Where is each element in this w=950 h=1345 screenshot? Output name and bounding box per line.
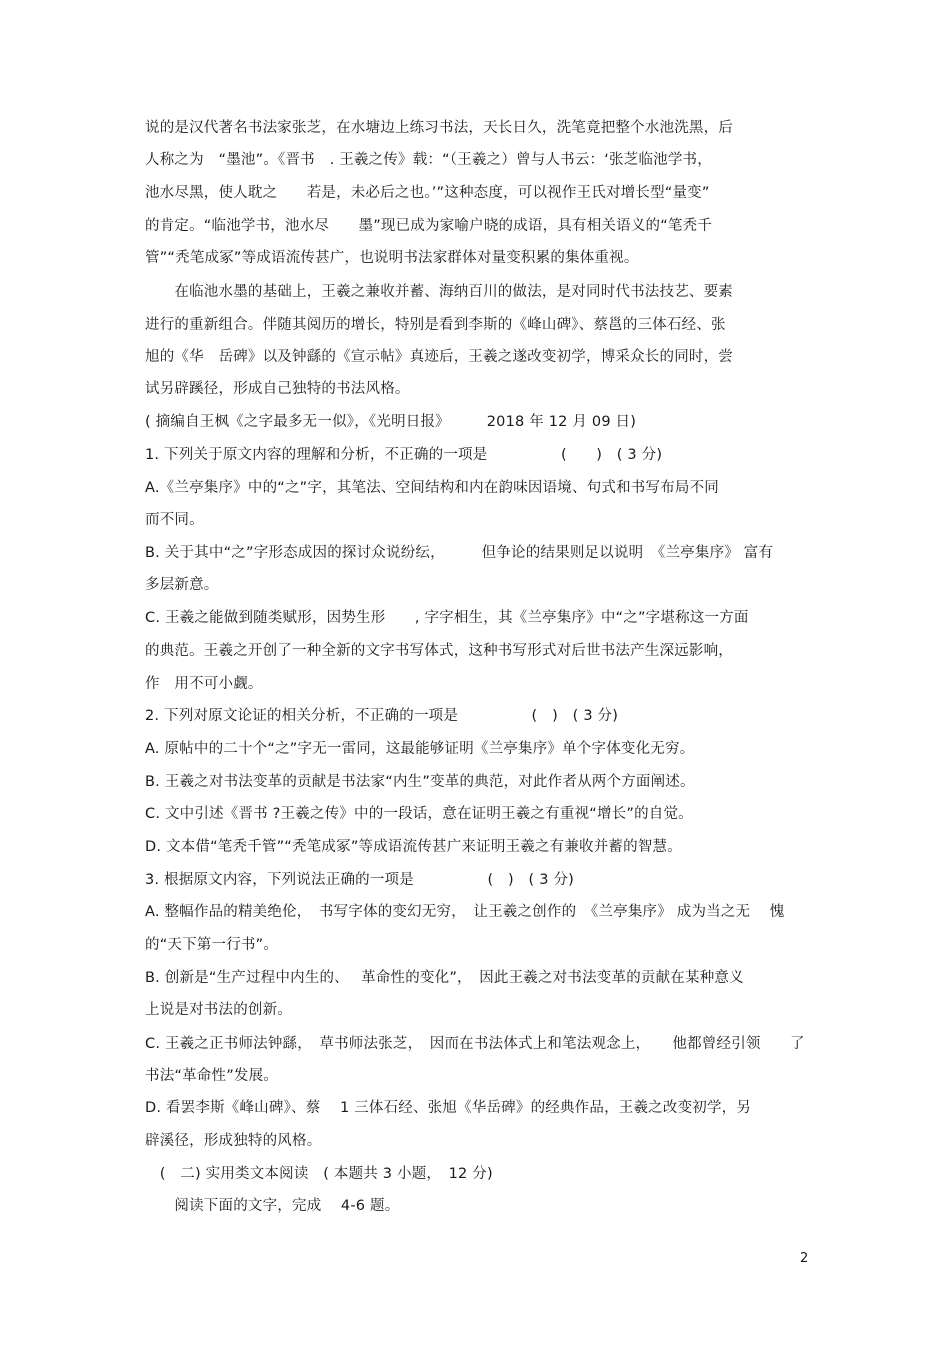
text-line: 管”“秃笔成冢”等成语流传甚广，也说明书法家群体对量变积累的集体重视。 (145, 250, 639, 266)
option-3c: C. 王羲之正书师法钟繇， 草书师法张芝， 因而在书法体式上和笔法观念上， 他都曾经引领 了 (145, 1036, 805, 1052)
text-line: 试另辟蹊径，形成自己独特的书法风格。 (145, 381, 410, 397)
citation: ( 摘编自王枫《之字最多无一似》，《光明日报》 2018 年 12 月 09 日) (145, 414, 637, 430)
option-3d: D. 看罢李斯《峰山碑》、蔡 1 三体石经、张旭《华岳碑》的经典作品，王羲之改变初学，另 (145, 1100, 752, 1116)
option-1c: C. 王羲之能做到随类赋形，因势生形 , 字字相生，其《兰亭集序》中“之”字堪称这一方面 (145, 610, 749, 626)
option-3a: A. 整幅作品的精美绝伦， 书写字体的变幻无穷， 让王羲之创作的 《兰亭集序》 成为当之无 愧 (145, 904, 785, 920)
text-line: 的肯定。“临池学书，池水尽 墨”现已成为家喻户晓的成语，具有相关语义的“笔秃千 (145, 218, 713, 234)
text-line: 多层新意。 (145, 577, 219, 593)
option-2d: D. 文本借“笔秃千管”“秃笔成冢”等成语流传甚广来证明王羲之有兼收并蓄的智慧。 (145, 839, 682, 855)
text-line: 池水尽黑，使人耽之 若是，未必后之也。’”这种态度，可以视作王氏对增长型“量变” (145, 185, 710, 201)
text-line: 的典范。王羲之开创了一种全新的文字书写体式，这种书写形式对后世书法产生深远影响， (145, 643, 733, 659)
text-line: 书法“革命性”发展。 (145, 1068, 279, 1084)
text-line: 辟溪径，形成独特的风格。 (145, 1133, 322, 1149)
page-number: 2 (800, 1251, 809, 1266)
option-2c: C. 文中引述《晋书 ?王羲之传》中的一段话，意在证明王羲之有重视“增长”的自觉。 (145, 806, 693, 822)
question-1: 1. 下列关于原文内容的理解和分析，不正确的一项是 ( ) ( 3 分) (145, 447, 663, 463)
text-line: 而不同。 (145, 512, 204, 528)
text-line: 在临池水墨的基础上，王羲之兼收并蓄、海纳百川的做法，是对同时代书法技艺、要素 (145, 284, 733, 300)
text-line: 旭的《华 岳碑》以及钟繇的《宣示帖》真迹后，王羲之遂改变初学，博采众长的同时，尝 (145, 349, 733, 365)
text-line: 进行的重新组合。伴随其阅历的增长，特别是看到李斯的《峰山碑》、蔡邕的三体石经、张 (145, 317, 726, 333)
question-2: 2. 下列对原文论证的相关分析，不正确的一项是 ( ) ( 3 分) (145, 708, 619, 724)
text-line: 人称之为 “墨池”。《晋书 . 王羲之传》载：“（王羲之）曾与人书云：‘张芝临池学书， (145, 152, 712, 168)
text-line: 作 用不可小觑。 (145, 676, 263, 692)
option-3b: B. 创新是“生产过程中内生的、 革命性的变化”， 因此王羲之对书法变革的贡献在某种意义 (145, 970, 744, 986)
option-2a: A. 原帖中的二十个“之”字无一雷同，这最能够证明《兰亭集序》单个字体变化无穷。 (145, 741, 695, 757)
text-line: 的“天下第一行书”。 (145, 937, 279, 953)
text-line: 说的是汉代著名书法家张芝，在水塘边上练习书法，天长日久，洗笔竟把整个水池洗黑，后 (145, 120, 733, 136)
text-line: 上说是对书法的创新。 (145, 1002, 292, 1018)
option-2b: B. 王羲之对书法变革的贡献是书法家“内生”变革的典范，对此作者从两个方面阐述。 (145, 774, 695, 790)
instruction: 阅读下面的文字，完成 4-6 题。 (145, 1198, 400, 1214)
option-1a: A.《兰亭集序》中的“之”字，其笔法、空间结构和内在韵味因语境、句式和书写布局不同 (145, 480, 719, 496)
section-heading: ( 二) 实用类文本阅读 ( 本题共 3 小题， 12 分) (145, 1166, 493, 1182)
option-1b: B. 关于其中“之”字形态成因的探讨众说纷纭， 但争论的结果则足以说明 《兰亭集序》 富有 (145, 545, 774, 561)
question-3: 3. 根据原文内容，下列说法正确的一项是 ( ) ( 3 分) (145, 872, 575, 888)
